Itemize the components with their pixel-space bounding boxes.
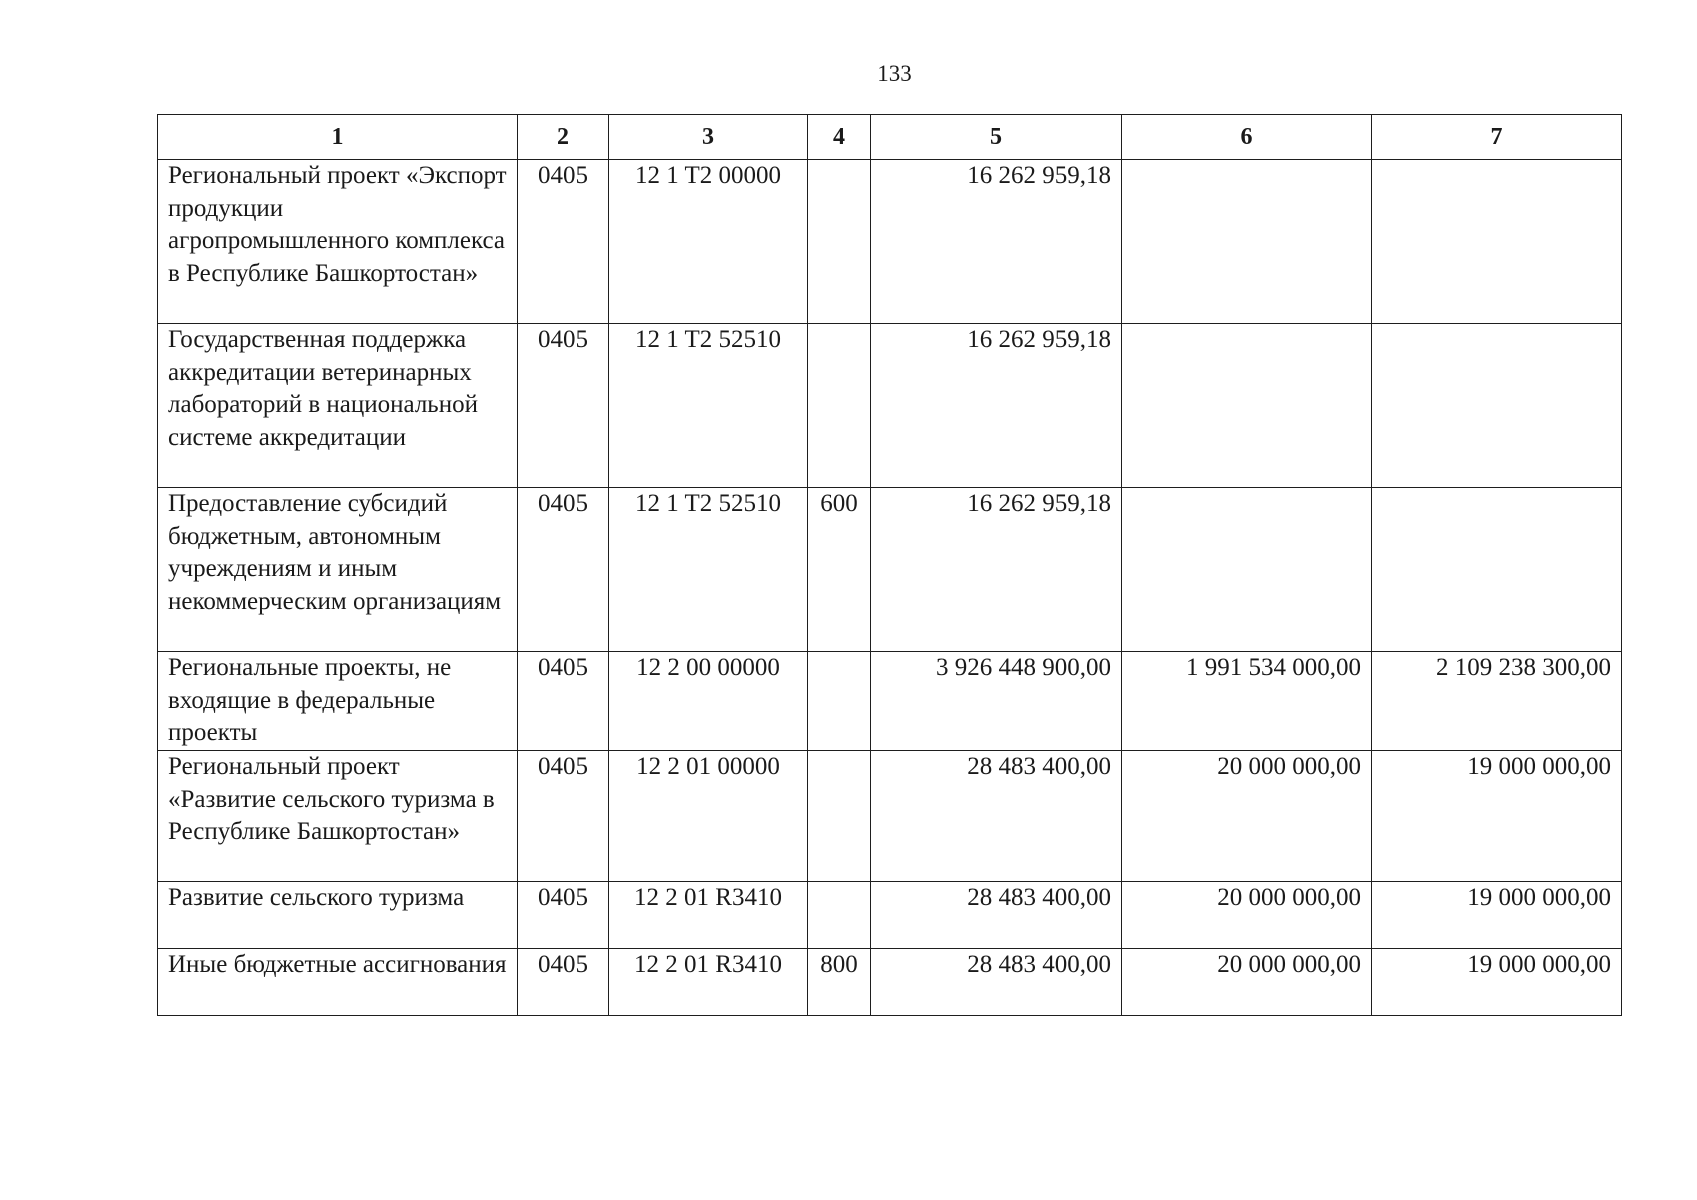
row-value-7: 19 000 000,00 <box>1372 949 1622 1016</box>
column-header: 1 <box>158 115 518 160</box>
row-section: 0405 <box>518 882 609 949</box>
row-section: 0405 <box>518 751 609 882</box>
page-number: 133 <box>877 61 912 86</box>
budget-table <box>157 114 1622 1016</box>
row-value-5: 16 262 959,18 <box>871 160 1122 324</box>
row-code: 12 1 T2 00000 <box>609 160 808 324</box>
row-value-7 <box>1372 324 1622 488</box>
row-code: 12 1 T2 52510 <box>609 324 808 488</box>
row-expense-type <box>808 882 871 949</box>
table-row <box>158 324 1622 488</box>
row-code: 12 2 01 R3410 <box>609 949 808 1016</box>
row-section: 0405 <box>518 652 609 751</box>
table-header-row <box>158 115 1622 160</box>
column-header: 6 <box>1122 115 1372 160</box>
table-row <box>158 160 1622 324</box>
row-value-5: 28 483 400,00 <box>871 882 1122 949</box>
row-value-6: 20 000 000,00 <box>1122 751 1372 882</box>
row-expense-type: 600 <box>808 488 871 652</box>
table-row <box>158 652 1622 751</box>
row-value-6: 20 000 000,00 <box>1122 949 1372 1016</box>
row-value-5: 28 483 400,00 <box>871 751 1122 882</box>
row-value-6 <box>1122 160 1372 324</box>
row-name: Региональный проект «Развитие сельского туризма в Республике Башкортостан» <box>158 751 518 882</box>
row-value-6: 1 991 534 000,00 <box>1122 652 1372 751</box>
row-value-5: 3 926 448 900,00 <box>871 652 1122 751</box>
table-row <box>158 882 1622 949</box>
row-value-7: 19 000 000,00 <box>1372 882 1622 949</box>
row-value-6 <box>1122 324 1372 488</box>
row-value-5: 16 262 959,18 <box>871 324 1122 488</box>
row-name: Предоставление субсидий бюджетным, автономным учреждениям и иным некоммерческим организациям <box>158 488 518 652</box>
row-name: Развитие сельского туризма <box>158 882 518 949</box>
column-header: 2 <box>518 115 609 160</box>
row-name: Региональные проекты, не входящие в федеральные проекты <box>158 652 518 751</box>
row-section: 0405 <box>518 949 609 1016</box>
column-header: 4 <box>808 115 871 160</box>
row-code: 12 1 T2 52510 <box>609 488 808 652</box>
row-section: 0405 <box>518 488 609 652</box>
column-header: 5 <box>871 115 1122 160</box>
row-code: 12 2 01 R3410 <box>609 882 808 949</box>
row-expense-type <box>808 160 871 324</box>
row-value-7: 19 000 000,00 <box>1372 751 1622 882</box>
row-name: Региональный проект «Экспорт продукции агропромышленного комплекса в Республике Башкортостан» <box>158 160 518 324</box>
row-section: 0405 <box>518 324 609 488</box>
row-value-5: 16 262 959,18 <box>871 488 1122 652</box>
row-value-7: 2 109 238 300,00 <box>1372 652 1622 751</box>
row-expense-type <box>808 324 871 488</box>
row-value-7 <box>1372 488 1622 652</box>
column-header: 3 <box>609 115 808 160</box>
row-value-6 <box>1122 488 1372 652</box>
row-value-6: 20 000 000,00 <box>1122 882 1372 949</box>
row-code: 12 2 00 00000 <box>609 652 808 751</box>
table-row <box>158 488 1622 652</box>
column-header: 7 <box>1372 115 1622 160</box>
row-expense-type <box>808 751 871 882</box>
table-row <box>158 751 1622 882</box>
row-expense-type: 800 <box>808 949 871 1016</box>
row-section: 0405 <box>518 160 609 324</box>
row-code: 12 2 01 00000 <box>609 751 808 882</box>
table-row <box>158 949 1622 1016</box>
row-value-5: 28 483 400,00 <box>871 949 1122 1016</box>
row-expense-type <box>808 652 871 751</box>
row-value-7 <box>1372 160 1622 324</box>
row-name: Государственная поддержка аккредитации ветеринарных лабораторий в национальной системе аккредитации <box>158 324 518 488</box>
row-name: Иные бюджетные ассигнования <box>158 949 518 1016</box>
